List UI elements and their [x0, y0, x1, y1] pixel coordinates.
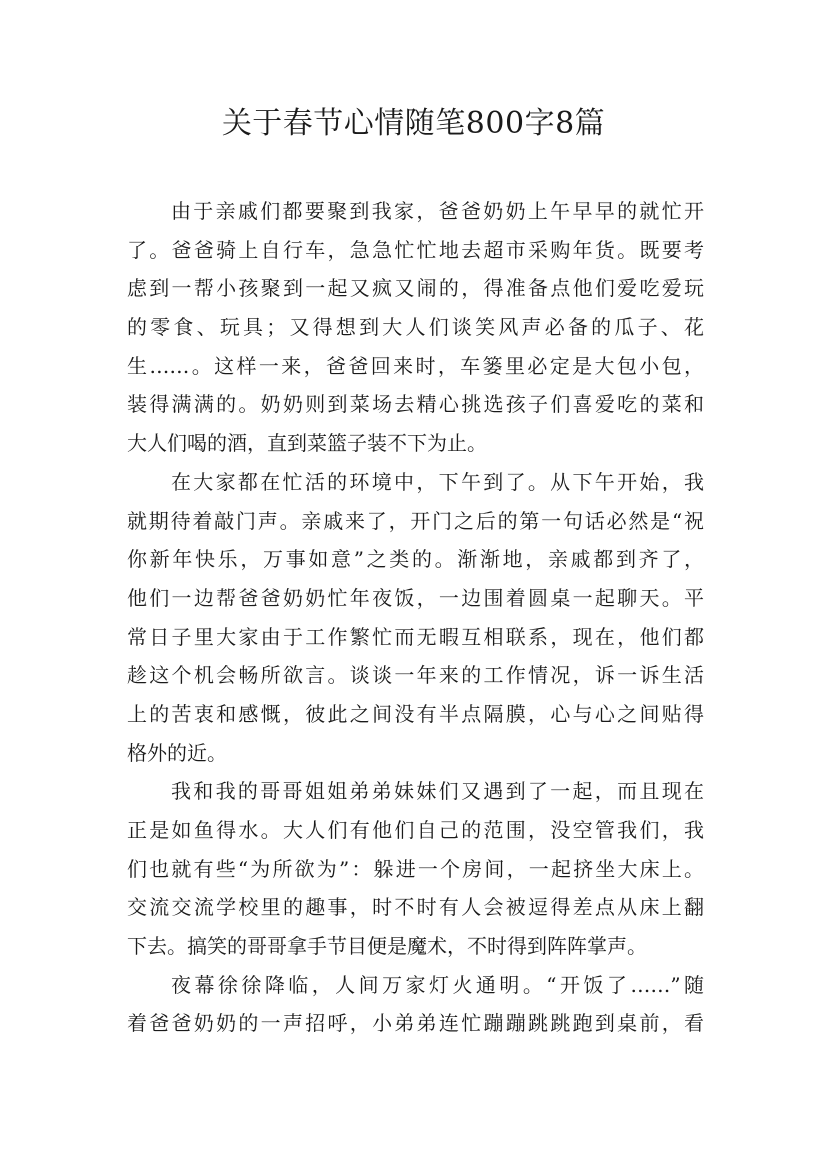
text-line: 们也就有些“为所欲为”：躲进一个房间，一起挤坐大床上。: [127, 856, 704, 881]
paragraph-3: [127, 772, 704, 965]
text-line: 你新年快乐，万事如意”之类的。渐渐地，亲戚都到齐了，: [127, 547, 704, 572]
text-line: 夜幕徐徐降临，人间万家灯火通明。“开饭了……”随: [171, 972, 704, 997]
text-line: 他们一边帮爸爸奶奶忙年夜饭，一边围着圆桌一起聊天。平: [127, 585, 704, 610]
text-line: 装得满满的。奶奶则到菜场去精心挑选孩子们喜爱吃的菜和: [127, 392, 704, 417]
text-line: 我和我的哥哥姐姐弟弟妹妹们又遇到了一起，而且现在: [171, 779, 704, 804]
text-line: 在大家都在忙活的环境中，下午到了。从下午开始，我: [171, 469, 704, 494]
text-line: 大人们喝的酒，直到菜篮子装不下为止。: [127, 431, 487, 456]
text-line: 交流交流学校里的趣事，时不时有人会被逗得差点从床上翻: [127, 895, 704, 920]
text-line: 就期待着敲门声。亲戚来了，开门之后的第一句话必然是“祝: [127, 508, 704, 533]
text-line: 常日子里大家由于工作繁忙而无暇互相联系，现在，他们都: [127, 624, 704, 649]
text-line: 由于亲戚们都要聚到我家，爸爸奶奶上午早早的就忙开: [171, 199, 704, 223]
paragraph-1: [127, 192, 704, 463]
text-line: 了。爸爸骑上自行车，急急忙忙地去超市采购年货。既要考: [127, 237, 704, 262]
paragraph-4: [127, 966, 704, 1043]
text-line: 上的苦衷和感慨，彼此之间没有半点隔膜，心与心之间贴得: [127, 701, 704, 726]
text-line: 趁这个机会畅所欲言。谈谈一年来的工作情况，诉一诉生活: [127, 663, 704, 688]
text-line: 的零食、玩具；又得想到大人们谈笑风声必备的瓜子、花: [127, 315, 704, 340]
document-title: 关于春节心情随笔800字8篇: [221, 106, 606, 141]
text-line: 生……。这样一来，爸爸回来时，车篓里必定是大包小包，: [127, 353, 704, 378]
paragraph-2: [127, 463, 704, 773]
text-line: 着爸爸奶奶的一声招呼，小弟弟连忙蹦蹦跳跳跑到桌前，看: [127, 1011, 704, 1036]
text-line: 下去。搞笑的哥哥拿手节目便是魔术，不时得到阵阵掌声。: [127, 934, 647, 959]
document-body: [127, 192, 704, 1043]
text-line: 虑到一帮小孩聚到一起又疯又闹的，得准备点他们爱吃爱玩: [127, 276, 704, 301]
text-line: 正是如鱼得水。大人们有他们自己的范围，没空管我们，我: [127, 818, 704, 842]
text-line: 格外的近。: [127, 740, 227, 765]
